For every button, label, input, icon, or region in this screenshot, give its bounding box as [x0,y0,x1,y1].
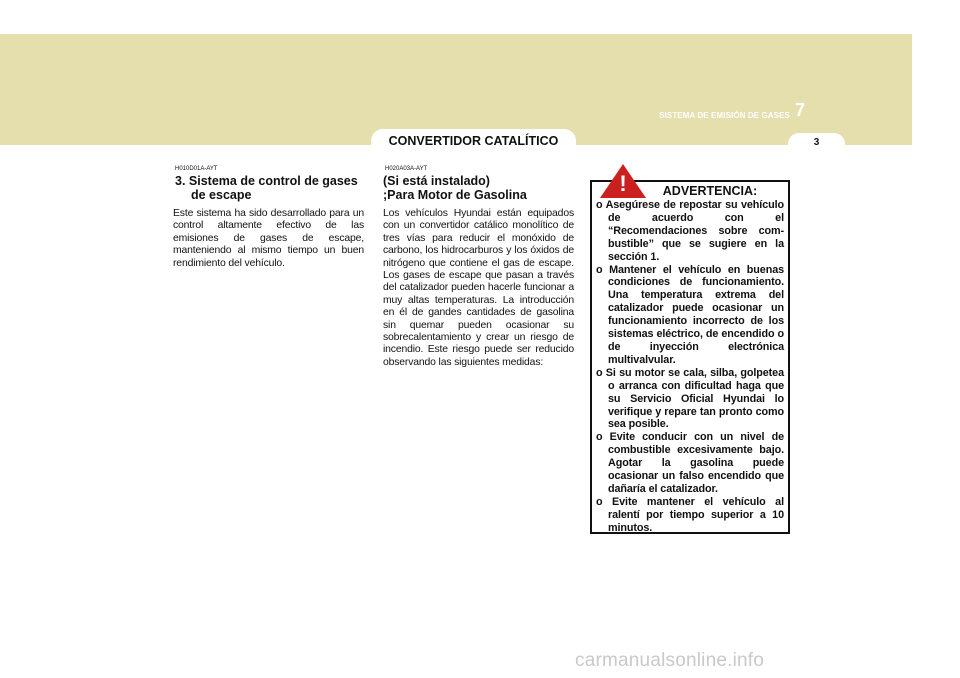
middle-column [383,166,574,369]
warning-item: o Mantener el vehículo en buenas condiciones de funcionamiento. Una temperatura extrema del catalizador puede ocasionar un funcionamiento incorrecto de los sistemas eléctrico, de encendido o de inyección electrónica multivalvular. [596,263,784,366]
warning-item: o Si su motor se cala, silba, golpetea o arranca con dificultad haga que su Servicio Oficial Hyundai lo verifique y repare tan pronto como sea posible. [596,366,784,431]
warning-item: o Evite conducir con un nivel de combustible excesivamente bajo. Agotar la gasolina puede ocasionar un falso encendido que dañaría el catalizador. [596,431,784,495]
section-heading-line2: ;Para Motor de Gasolina [383,188,527,202]
section-heading-line1: (Si está instalado) [383,174,490,188]
section-tab-title: CONVERTIDOR CATALÍTICO [371,129,576,151]
section-heading: 3. Sistema de control de gases de escape [175,174,358,202]
watermark-text[interactable]: carmanualsonline.info [575,650,765,671]
section-code: H010D01A-AYT [175,166,218,172]
section-title: SISTEMA DE EMISIÓN DE GASES [659,111,790,120]
warning-item: o Asegúrese de repostar su vehículo de acuerdo con el “Recomendaciones sobre com-bustible” que se sugiere en la sección 1. [596,199,784,263]
warning-exclamation-mark: ! [619,171,627,196]
chapter-number: 7 [795,100,806,120]
warning-item: o Evite mantener el vehículo al ralentí por tiempo superior a 10 minutos. [596,495,784,534]
section-code: H020A03A-AYT [385,166,428,172]
warning-title: ADVERTENCIA: [662,184,758,198]
warning-list [596,199,784,535]
left-column [173,166,364,270]
section-body: Este sistema ha sido desarrollado para un control altamente efectivo de las emisiones de gases de escape, manteniendo al mismo tiempo un buen rendimiento del vehículo. [173,208,364,269]
page-number: 3 [788,133,845,155]
section-body: Los vehículos Hyundai están equipados con un convertidor catálico monolítico de tres vías para reducir el monóxido de carbono, los hidrocarburos y los óxidos de nitrógeno que contiene el gas de escape. Los gases de escape que pasan a través del catalizador pueden hacerle funcionar a muy altas temperaturas. La introducción en él de gandes cantidades de gasolina sin quemar pueden ocasionar su sobrecalentamiento y crear un riesgo de incendio. Este riesgo puede ser reducido observando las siguientes medidas: [383,208,574,368]
